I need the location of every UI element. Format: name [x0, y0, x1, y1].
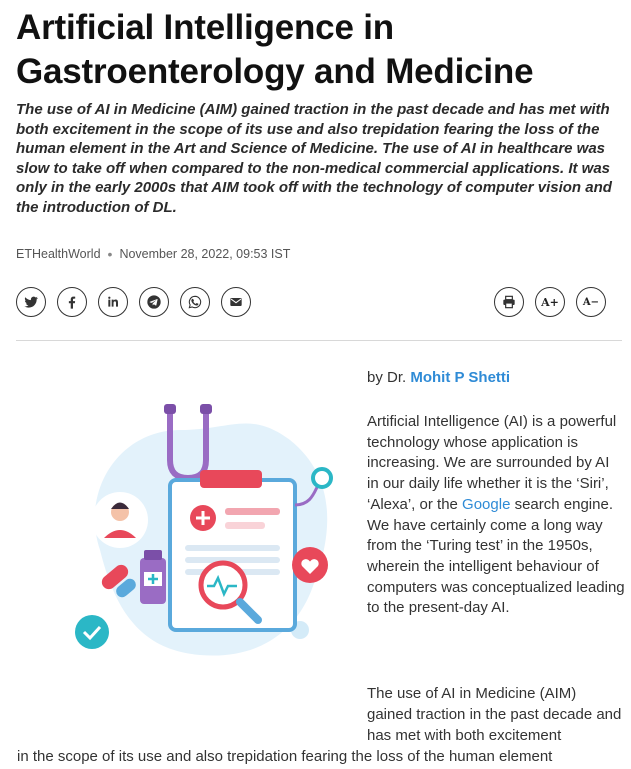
- twitter-share-button[interactable]: [16, 287, 46, 317]
- share-buttons: [16, 287, 251, 317]
- author-name-link[interactable]: Mohit P Shetti: [410, 369, 511, 386]
- section-divider: [16, 340, 622, 341]
- linkedin-share-button[interactable]: [98, 287, 128, 317]
- google-link[interactable]: Google: [462, 495, 511, 513]
- article-summary: The use of AI in Medicine (AIM) gained traction in the past decade and has met with both excitement in the scope of its use and also trepidation fearing the loss of the human element in the Art and Science of Medicine. The use of AI in healthcare was slow to take off when compared to the non-medical commercial applications. It was only in the early 2000s that AIM took off with the technology of computer vision and the introduction of DL.: [16, 101, 612, 216]
- paragraph-1-text-a: Artificial Intelligence (AI) is a powerful technology whose application is increasing. We are surrounded by AI in our daily life whether it is the ‘Siri’, ‘Alexa’, or the: [367, 413, 617, 513]
- linkedin-icon: [105, 294, 121, 310]
- telegram-icon: [146, 294, 162, 310]
- check-icon: [75, 615, 109, 649]
- paragraph-1-text-b: search engine. We have certainly come a long way from the ‘Turing test’ in the 1950s, wherein the intelligent behaviour of computers was conceptualized leading to the present-day AI.: [367, 495, 625, 617]
- font-decrease-label: A−: [582, 296, 600, 308]
- email-icon: [228, 294, 244, 310]
- print-button[interactable]: [494, 287, 524, 317]
- author-prefix: by Dr.: [367, 369, 407, 386]
- medical-ai-illustration: [60, 400, 350, 670]
- source-link[interactable]: ETHealthWorld: [16, 247, 101, 261]
- article-title: Artificial Intelligence in Gastroenterology and Medicine: [16, 8, 534, 91]
- article-paragraph-2: The use of AI in Medicine (AIM) gained traction in the past decade and has met with both excitement: [367, 685, 622, 744]
- article-paragraph-2-continued: in the scope of its use and also trepidation fearing the loss of the human element: [17, 748, 553, 765]
- article-paragraph-1: [367, 412, 625, 619]
- publish-date: November 28, 2022, 09:53 IST: [119, 247, 291, 261]
- telegram-share-button[interactable]: [139, 287, 169, 317]
- whatsapp-icon: [187, 294, 203, 310]
- author-line: [367, 369, 510, 386]
- facebook-share-button[interactable]: [57, 287, 87, 317]
- font-decrease-button[interactable]: [576, 287, 606, 317]
- facebook-icon: [64, 294, 80, 310]
- email-share-button[interactable]: [221, 287, 251, 317]
- byline-separator: •: [107, 246, 113, 262]
- article-tools: [494, 287, 606, 317]
- twitter-icon: [23, 294, 39, 310]
- whatsapp-share-button[interactable]: [180, 287, 210, 317]
- font-increase-label: A+: [541, 295, 559, 309]
- font-increase-button[interactable]: [535, 287, 565, 317]
- byline: [16, 247, 290, 261]
- print-icon: [501, 294, 517, 310]
